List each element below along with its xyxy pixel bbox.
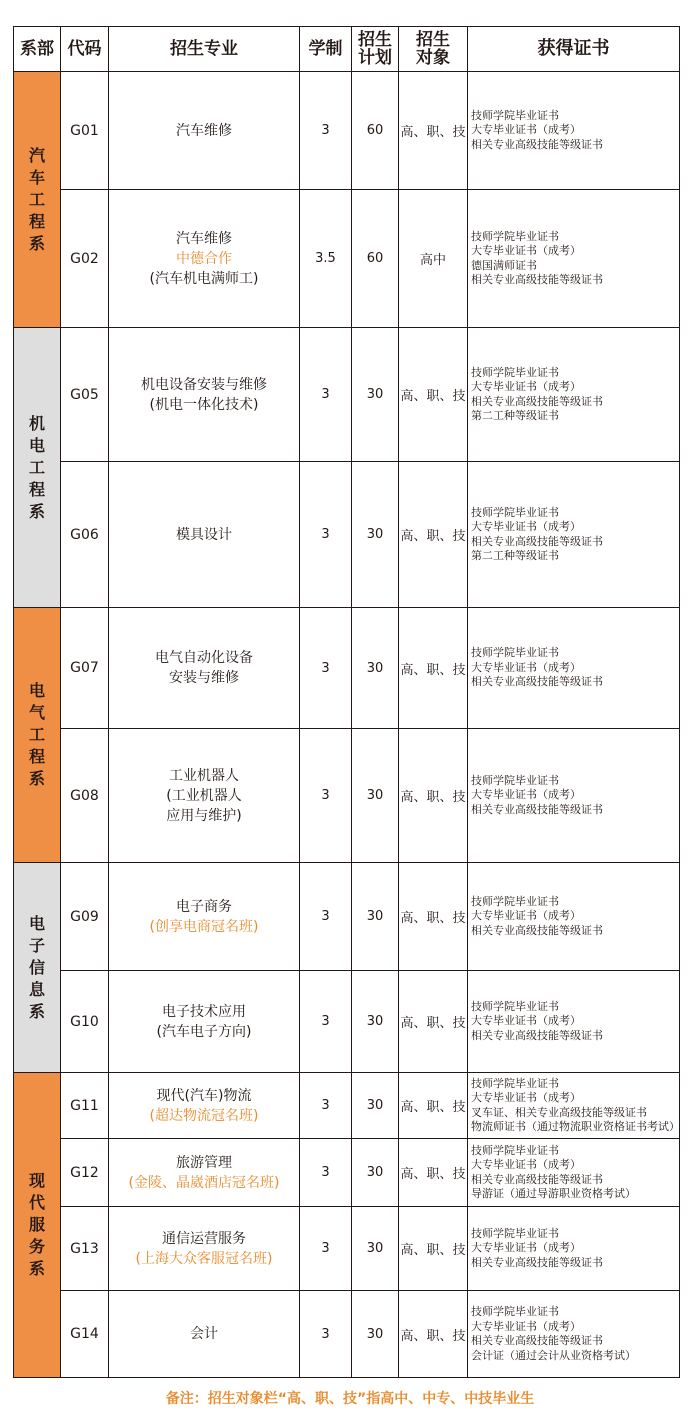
table-row <box>14 1073 680 1139</box>
major-line: (机电一体化技术) <box>149 396 259 413</box>
cert-item: 大专毕业证书（成考） <box>471 788 581 802</box>
row-target: 高、职、技 <box>399 971 468 1073</box>
dept-char: 系 <box>28 233 45 253</box>
row-code: G08 <box>61 729 109 863</box>
row-plan: 60 <box>352 72 399 190</box>
cert-item: 物流师证书（通过物流职业资格证书考试） <box>471 1120 680 1133</box>
row-target: 高、职、技 <box>399 72 468 190</box>
dept-char: 程 <box>28 211 45 231</box>
cert-item: 技师学院毕业证书 <box>471 773 559 787</box>
dept-char: 电 <box>28 681 45 700</box>
cert-item: 相关专业高级技能等级证书 <box>471 137 603 151</box>
row-major <box>109 1207 300 1291</box>
row-target: 高、职、技 <box>399 729 468 863</box>
row-years: 3 <box>300 729 352 863</box>
cert-item: 导游证（通过导游职业资格考试） <box>471 1187 636 1200</box>
major-line: 机电设备安装与维修 <box>141 376 267 393</box>
major-line: 模具设计 <box>176 526 232 543</box>
row-certs <box>468 1139 680 1207</box>
row-major <box>109 328 300 462</box>
major-line: (工业机器人 <box>166 787 242 804</box>
row-target: 高、职、技 <box>399 462 468 608</box>
row-years: 3 <box>300 462 352 608</box>
row-target: 高、职、技 <box>399 608 468 729</box>
dept-char: 气 <box>28 703 45 722</box>
dept-char: 车 <box>28 167 45 187</box>
dept-elec <box>14 608 61 863</box>
major-highlight: (金陵、晶崴酒店冠名班) <box>128 1174 280 1191</box>
row-plan: 30 <box>352 1207 399 1291</box>
cert-item: 技师学院毕业证书 <box>471 1076 559 1090</box>
row-certs <box>468 328 680 462</box>
dept-mech <box>14 328 61 608</box>
dept-char: 务 <box>28 1237 45 1256</box>
row-years: 3 <box>300 328 352 462</box>
row-plan: 30 <box>352 328 399 462</box>
table-row <box>14 328 680 462</box>
table-row <box>14 1291 680 1378</box>
row-target: 高、职、技 <box>399 1139 468 1207</box>
dept-char: 代 <box>28 1193 45 1212</box>
row-major <box>109 608 300 729</box>
major-highlight: 中德合作 <box>176 250 232 267</box>
table-row <box>14 971 680 1073</box>
major-line: 会计 <box>190 1326 218 1342</box>
table-row <box>14 72 680 190</box>
cert-item: 大专毕业证书（成考） <box>471 909 581 923</box>
dept-char: 工 <box>28 725 45 744</box>
dept-info <box>14 863 61 1073</box>
major-highlight: (创享电商冠名班) <box>149 918 259 935</box>
header-plan: 招生 计划 <box>352 27 399 72</box>
cert-item: 技师学院毕业证书 <box>471 1305 559 1318</box>
cert-item: 相关专业高级技能等级证书 <box>471 1172 603 1186</box>
header-dept: 系部 <box>14 27 61 72</box>
cert-item: 技师学院毕业证书 <box>471 894 559 908</box>
row-code: G02 <box>61 190 109 328</box>
header-major: 招生专业 <box>109 27 300 72</box>
row-major <box>109 1291 300 1378</box>
major-line: 电子商务 <box>176 898 232 915</box>
table-row <box>14 1207 680 1291</box>
row-code: G05 <box>61 328 109 462</box>
row-major <box>109 1073 300 1139</box>
row-plan: 30 <box>352 1139 399 1207</box>
dept-auto <box>14 72 61 328</box>
header-target: 招生 对象 <box>399 27 468 72</box>
row-major <box>109 863 300 971</box>
major-line: 电子技术应用 <box>162 1003 246 1020</box>
row-target: 高、职、技 <box>399 1073 468 1139</box>
cert-item: 德国满师证书 <box>471 258 537 272</box>
cert-item: 大专毕业证书（成考） <box>471 380 581 393</box>
cert-item: 大专毕业证书（成考） <box>471 123 581 137</box>
cert-item: 大专毕业证书（成考） <box>471 1158 581 1171</box>
dept-char: 信 <box>28 957 45 977</box>
row-plan: 60 <box>352 190 399 328</box>
row-plan: 30 <box>352 462 399 608</box>
major-line: 应用与维护) <box>166 807 242 824</box>
row-certs <box>468 72 680 190</box>
row-code: G12 <box>61 1139 109 1207</box>
row-target: 高中 <box>399 190 468 328</box>
cert-item: 叉车证、相关专业高级技能等级证书 <box>471 1105 647 1119</box>
row-code: G09 <box>61 863 109 971</box>
table-row <box>14 1139 680 1207</box>
dept-char: 汽 <box>28 145 45 165</box>
header-years: 学制 <box>300 27 352 72</box>
row-plan: 30 <box>352 1073 399 1139</box>
row-plan: 30 <box>352 971 399 1073</box>
table-row <box>14 863 680 971</box>
dept-char: 系 <box>28 769 45 788</box>
major-line: (汽车机电满师工) <box>149 270 259 287</box>
cert-item: 技师学院毕业证书 <box>471 365 559 379</box>
cert-item: 第二工种等级证书 <box>471 549 559 562</box>
dept-char: 系 <box>28 1001 45 1021</box>
table-row <box>14 190 680 328</box>
row-target: 高、职、技 <box>399 1207 468 1291</box>
table-row <box>14 608 680 729</box>
row-certs <box>468 863 680 971</box>
row-certs <box>468 190 680 328</box>
row-years: 3 <box>300 1291 352 1378</box>
row-major <box>109 1139 300 1207</box>
row-code: G14 <box>61 1291 109 1378</box>
major-line: (汽车电子方向) <box>156 1023 252 1040</box>
dept-char: 工 <box>28 189 45 209</box>
row-certs <box>468 1073 680 1139</box>
cert-item: 大专毕业证书（成考） <box>471 1241 581 1255</box>
major-line: 安装与维修 <box>169 670 239 686</box>
header-code: 代码 <box>61 27 109 72</box>
dept-char: 子 <box>28 935 45 955</box>
row-years: 3 <box>300 1207 352 1291</box>
cert-item: 技师学院毕业证书 <box>471 646 559 660</box>
cert-item: 大专毕业证书（成考） <box>471 660 581 674</box>
cert-item: 技师学院毕业证书 <box>471 108 559 122</box>
row-years: 3 <box>300 72 352 190</box>
cert-item: 第二工种等级证书 <box>471 409 559 422</box>
major-highlight: (超达物流冠名班) <box>149 1107 259 1124</box>
row-years: 3 <box>300 608 352 729</box>
cert-item: 相关专业高级技能等级证书 <box>471 802 603 816</box>
cert-item: 相关专业高级技能等级证书 <box>471 1334 603 1347</box>
dept-char: 电 <box>28 913 45 933</box>
dept-mod <box>14 1073 61 1378</box>
cert-item: 技师学院毕业证书 <box>471 229 559 243</box>
cert-item: 相关专业高级技能等级证书 <box>471 273 603 286</box>
cert-item: 相关专业高级技能等级证书 <box>471 534 603 548</box>
row-major <box>109 729 300 863</box>
header-certs: 获得证书 <box>468 27 680 72</box>
dept-char: 程 <box>28 479 45 499</box>
row-years: 3 <box>300 971 352 1073</box>
cert-item: 相关专业高级技能等级证书 <box>471 394 603 408</box>
row-target: 高、职、技 <box>399 1291 468 1378</box>
cert-item: 技师学院毕业证书 <box>471 999 559 1013</box>
row-target: 高、职、技 <box>399 863 468 971</box>
row-code: G11 <box>61 1073 109 1139</box>
row-years: 3.5 <box>300 190 352 328</box>
cert-item: 相关专业高级技能等级证书 <box>471 1255 603 1269</box>
row-code: G07 <box>61 608 109 729</box>
dept-char: 现 <box>28 1171 45 1190</box>
row-certs <box>468 1291 680 1378</box>
cert-item: 会计证（通过会计从业资格考试） <box>471 1348 636 1362</box>
major-line: 电气自动化设备 <box>155 650 253 666</box>
footnote: 备注：招生对象栏“高、职、技”指高中、中专、中技毕业生 <box>165 1391 535 1407</box>
dept-char: 机 <box>28 413 45 433</box>
major-line: 旅游管理 <box>176 1154 232 1171</box>
row-certs <box>468 1207 680 1291</box>
cert-item: 技师学院毕业证书 <box>471 1226 559 1240</box>
header-row <box>14 27 680 72</box>
cert-item: 大专毕业证书（成考） <box>471 1319 581 1333</box>
cert-item: 相关专业高级技能等级证书 <box>471 1028 603 1042</box>
row-major <box>109 72 300 190</box>
dept-char: 电 <box>28 435 45 455</box>
enrollment-table <box>13 26 680 1378</box>
dept-char: 程 <box>28 747 45 766</box>
dept-char: 系 <box>28 1259 45 1278</box>
major-line: 通信运营服务 <box>162 1230 246 1247</box>
row-certs <box>468 971 680 1073</box>
cert-item: 大专毕业证书（成考） <box>471 1091 581 1104</box>
row-plan: 30 <box>352 729 399 863</box>
dept-char: 工 <box>28 457 45 477</box>
row-certs <box>468 608 680 729</box>
cert-item: 大专毕业证书（成考） <box>471 244 581 257</box>
row-certs <box>468 729 680 863</box>
cert-item: 相关专业高级技能等级证书 <box>471 923 603 937</box>
row-plan: 30 <box>352 1291 399 1378</box>
row-certs <box>468 462 680 608</box>
row-years: 3 <box>300 1139 352 1207</box>
row-plan: 30 <box>352 608 399 729</box>
row-code: G13 <box>61 1207 109 1291</box>
dept-char: 服 <box>28 1215 45 1234</box>
cert-item: 大专毕业证书（成考） <box>471 1014 581 1028</box>
row-code: G06 <box>61 462 109 608</box>
row-plan: 30 <box>352 863 399 971</box>
row-years: 3 <box>300 863 352 971</box>
row-code: G10 <box>61 971 109 1073</box>
row-major <box>109 462 300 608</box>
row-code: G01 <box>61 72 109 190</box>
table-row <box>14 729 680 863</box>
dept-char: 息 <box>28 979 45 999</box>
dept-char: 系 <box>28 501 45 521</box>
major-line: 汽车维修 <box>176 230 232 247</box>
cert-item: 技师学院毕业证书 <box>471 505 559 519</box>
row-years: 3 <box>300 1073 352 1139</box>
cert-item: 相关专业高级技能等级证书 <box>471 675 603 689</box>
row-target: 高、职、技 <box>399 328 468 462</box>
major-highlight: (上海大众客服冠名班) <box>135 1250 273 1267</box>
major-line: 现代(汽车)物流 <box>156 1087 252 1104</box>
cert-item: 大专毕业证书（成考） <box>471 520 581 533</box>
row-major <box>109 971 300 1073</box>
row-major <box>109 190 300 328</box>
major-line: 工业机器人 <box>169 767 239 784</box>
table-row <box>14 462 680 608</box>
major-line: 汽车维修 <box>176 122 232 139</box>
cert-item: 技师学院毕业证书 <box>471 1143 559 1157</box>
